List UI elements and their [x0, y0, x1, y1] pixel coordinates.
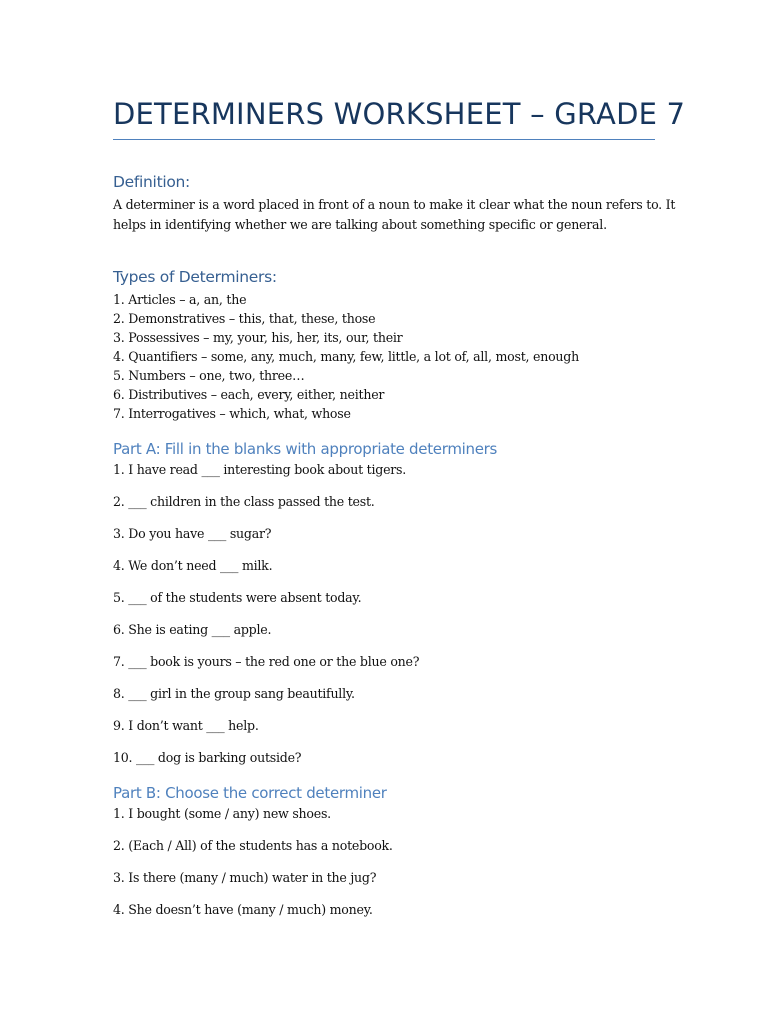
part-a-question: 3. Do you have ___ sugar?: [113, 526, 272, 541]
definition-heading: Definition:: [113, 173, 190, 191]
part-b-question: 3. Is there (many / much) water in the jug?: [113, 870, 377, 885]
types-list-item: 4. Quantifiers – some, any, much, many, few, little, a lot of, all, most, enough: [113, 349, 579, 364]
title-underline: [113, 139, 655, 140]
part-a-question: 5. ___ of the students were absent today.: [113, 590, 362, 605]
part-a-question: 1. I have read ___ interesting book about tigers.: [113, 462, 407, 477]
part-b-question: 4. She doesn’t have (many / much) money.: [113, 902, 373, 917]
part-a-question: 10. ___ dog is barking outside?: [113, 750, 302, 765]
types-list-item: 1. Articles – a, an, the: [113, 292, 247, 307]
part-b-question: 2. (Each / All) of the students has a notebook.: [113, 838, 393, 853]
part-a-question: 7. ___ book is yours – the red one or the blue one?: [113, 654, 420, 669]
definition-line-1: A determiner is a word placed in front of a noun to make it clear what the noun refers to. It: [113, 197, 676, 212]
types-list-item: 5. Numbers – one, two, three…: [113, 368, 305, 383]
part-a-heading: Part A: Fill in the blanks with appropriate determiners: [113, 440, 498, 458]
part-a-question: 6. She is eating ___ apple.: [113, 622, 272, 637]
types-list-item: 2. Demonstratives – this, that, these, those: [113, 311, 376, 326]
part-a-question: 8. ___ girl in the group sang beautifully.: [113, 686, 355, 701]
part-a-question: 9. I don’t want ___ help.: [113, 718, 259, 733]
part-a-question: 2. ___ children in the class passed the test.: [113, 494, 375, 509]
page-title: DETERMINERS WORKSHEET – GRADE 7: [113, 97, 686, 131]
types-list-item: 7. Interrogatives – which, what, whose: [113, 406, 351, 421]
types-heading: Types of Determiners:: [113, 268, 277, 286]
types-list-item: 6. Distributives – each, every, either, neither: [113, 387, 385, 402]
part-b-question: 1. I bought (some / any) new shoes.: [113, 806, 331, 821]
types-list-item: 3. Possessives – my, your, his, her, its, our, their: [113, 330, 403, 345]
definition-line-2: helps in identifying whether we are talking about something specific or general.: [113, 217, 607, 232]
part-b-heading: Part B: Choose the correct determiner: [113, 784, 387, 802]
part-a-question: 4. We don’t need ___ milk.: [113, 558, 273, 573]
